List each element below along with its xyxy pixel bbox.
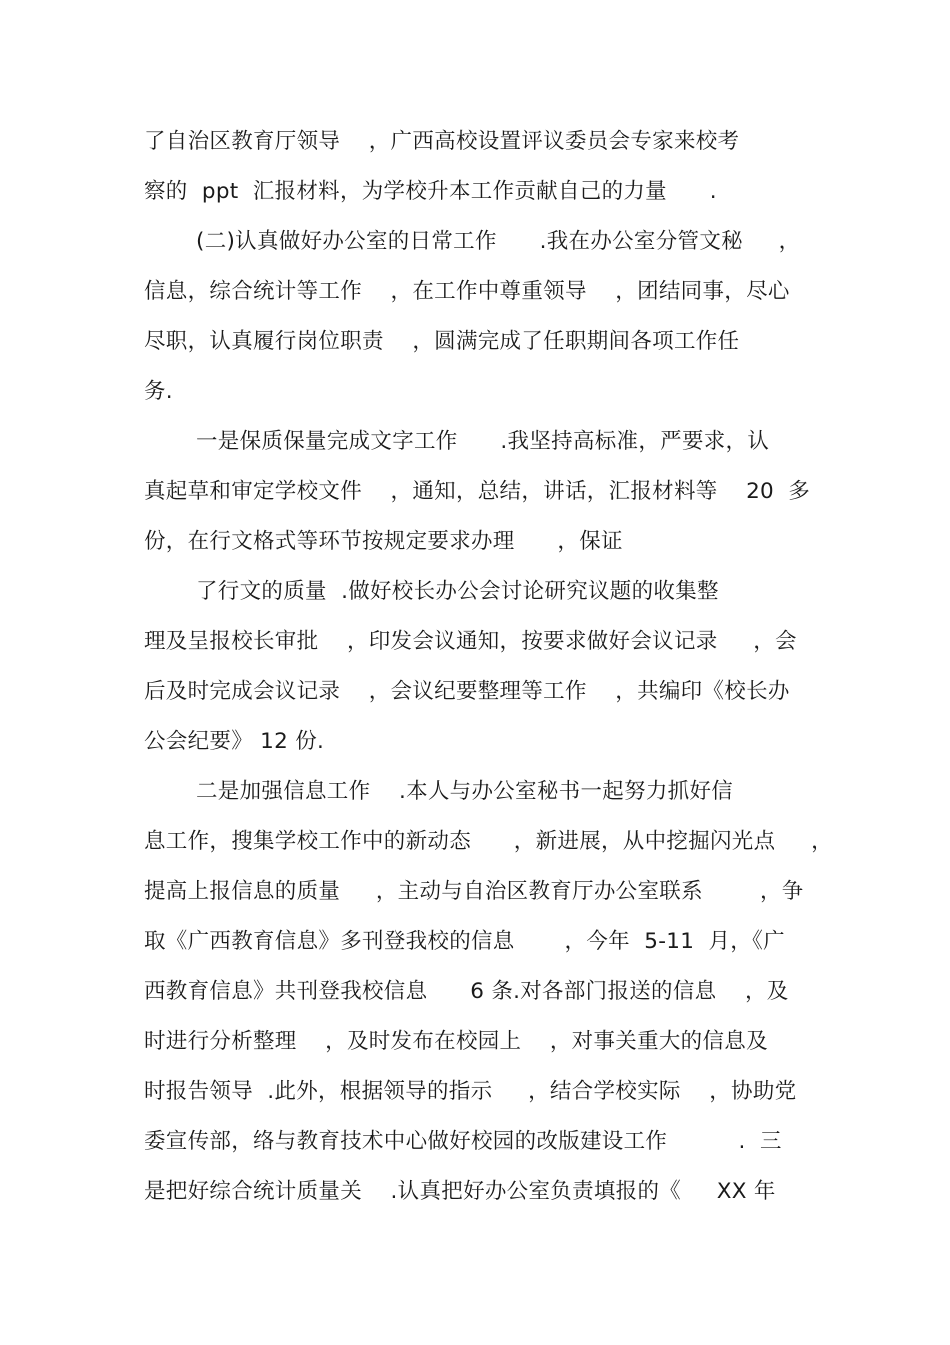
text-line: 公会纪要》 12 份. xyxy=(144,729,325,754)
text-line: 了行文的质量 .做好校长办公会讨论研究议题的收集整 xyxy=(196,579,719,604)
text-line: 理及呈报校长审批 ，印发会议通知，按要求做好会议记录 ，会 xyxy=(144,629,797,654)
text-line: 二是加强信息工作 .本人与办公室秘书一起努力抓好信 xyxy=(196,779,734,804)
text-line: 息工作，搜集学校工作中的新动态 ，新进展，从中挖掘闪光点 ， xyxy=(144,829,833,854)
text-line: 尽职，认真履行岗位职责 ，圆满完成了任职期间各项工作任 xyxy=(144,329,740,354)
text-line: 份，在行文格式等环节按规定要求办理 ，保证 xyxy=(144,529,623,554)
text-line: 一是保质保量完成文字工作 .我坚持高标准，严要求，认 xyxy=(196,429,770,454)
text-line: 提高上报信息的质量 ，主动与自治区教育厅办公室联系 ，争 xyxy=(144,879,804,904)
text-line: 是把好综合统计质量关 .认真把好办公室负责填报的《 XX 年 xyxy=(144,1179,776,1204)
text-line: 察的 ppt 汇报材料，为学校升本工作贡献自己的力量 . xyxy=(144,179,717,204)
text-line: 取《广西教育信息》多刊登我校的信息 ，今年 5-11 月，《广 xyxy=(144,929,785,954)
text-line: 了自治区教育厅领导 ，广西高校设置评议委员会专家来校考 xyxy=(144,129,740,154)
text-line: 委宣传部，络与教育技术中心做好校园的改版建设工作 . 三 xyxy=(144,1129,782,1154)
text-line: 信息，综合统计等工作 ，在工作中尊重领导 ，团结同事，尽心 xyxy=(144,279,790,304)
text-line: 时进行分析整理 ，及时发布在校园上 ，对事关重大的信息及 xyxy=(144,1029,768,1054)
text-line: 后及时完成会议记录 ，会议纪要整理等工作 ，共编印《校长办 xyxy=(144,679,790,704)
text-line: 务. xyxy=(144,379,173,404)
text-line: (二)认真做好办公室的日常工作 .我在办公室分管文秘 ， xyxy=(196,229,801,254)
text-line: 时报告领导 .此外，根据领导的指示 ，结合学校实际 ，协助党 xyxy=(144,1079,797,1104)
text-line: 真起草和审定学校文件 ，通知，总结，讲话，汇报材料等 20 多 xyxy=(144,479,811,504)
text-line: 西教育信息》共刊登我校信息 6 条.对各部门报送的信息 ，及 xyxy=(144,979,789,1004)
